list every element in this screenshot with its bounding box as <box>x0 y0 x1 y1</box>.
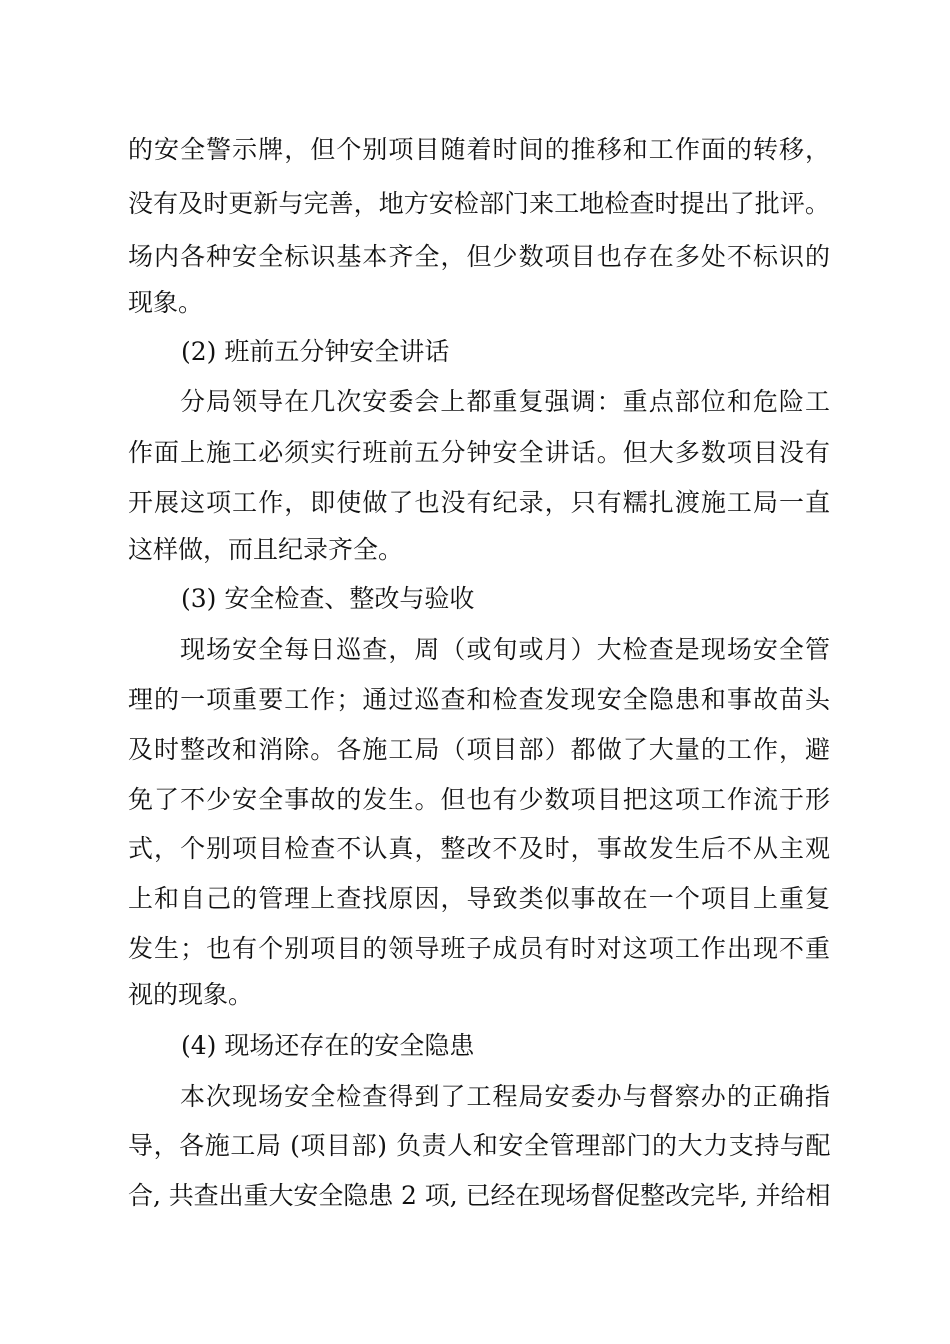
body-line: 这样做，而且纪录齐全。 <box>128 535 404 564</box>
body-line: 上和自己的管理上查找原因，导致类似事故在一个项目上重复 <box>128 884 832 913</box>
body-line: 分局领导在几次安委会上都重复强调：重点部位和危险工 <box>180 387 832 416</box>
body-line: 及时整改和消除。各施工局（项目部）都做了大量的工作，避 <box>128 735 832 764</box>
section-heading: (4) 现场还存在的安全隐患 <box>181 1031 475 1060</box>
body-line: 式，个别项目检查不认真，整改不及时，事故发生后不从主观 <box>128 834 832 863</box>
body-line: 理的一项重要工作；通过巡查和检查发现安全隐患和事故苗头 <box>128 685 832 714</box>
body-line: 现场安全每日巡查，周（或旬或月）大检查是现场安全管 <box>180 635 832 664</box>
section-heading: (3) 安全检查、整改与验收 <box>181 584 475 613</box>
body-line: 本次现场安全检查得到了工程局安委办与督察办的正确指 <box>180 1082 832 1111</box>
body-line: 作面上施工必须实行班前五分钟安全讲话。但大多数项目没有 <box>128 438 832 467</box>
section-heading: (2) 班前五分钟安全讲话 <box>181 337 450 366</box>
body-line: 导，各施工局 (项目部) 负责人和安全管理部门的大力支持与配 <box>128 1131 832 1160</box>
body-line: 免了不少安全事故的发生。但也有少数项目把这项工作流于形 <box>128 785 832 814</box>
body-line: 合, 共查出重大安全隐患 2 项, 已经在现场督促整改完毕, 并给相 <box>128 1181 831 1210</box>
body-line: 发生；也有个别项目的领导班子成员有时对这项工作出现不重 <box>128 934 832 963</box>
body-line: 开展这项工作，即使做了也没有纪录，只有糯扎渡施工局一直 <box>128 488 832 517</box>
body-line: 的安全警示牌，但个别项目随着时间的推移和工作面的转移， <box>128 135 832 164</box>
body-line: 视的现象。 <box>128 980 254 1009</box>
body-line: 场内各种安全标识基本齐全，但少数项目也存在多处不标识的 <box>128 242 832 271</box>
body-line: 没有及时更新与完善，地方安检部门来工地检查时提出了批评。 <box>128 189 830 218</box>
body-line: 现象。 <box>128 288 204 317</box>
